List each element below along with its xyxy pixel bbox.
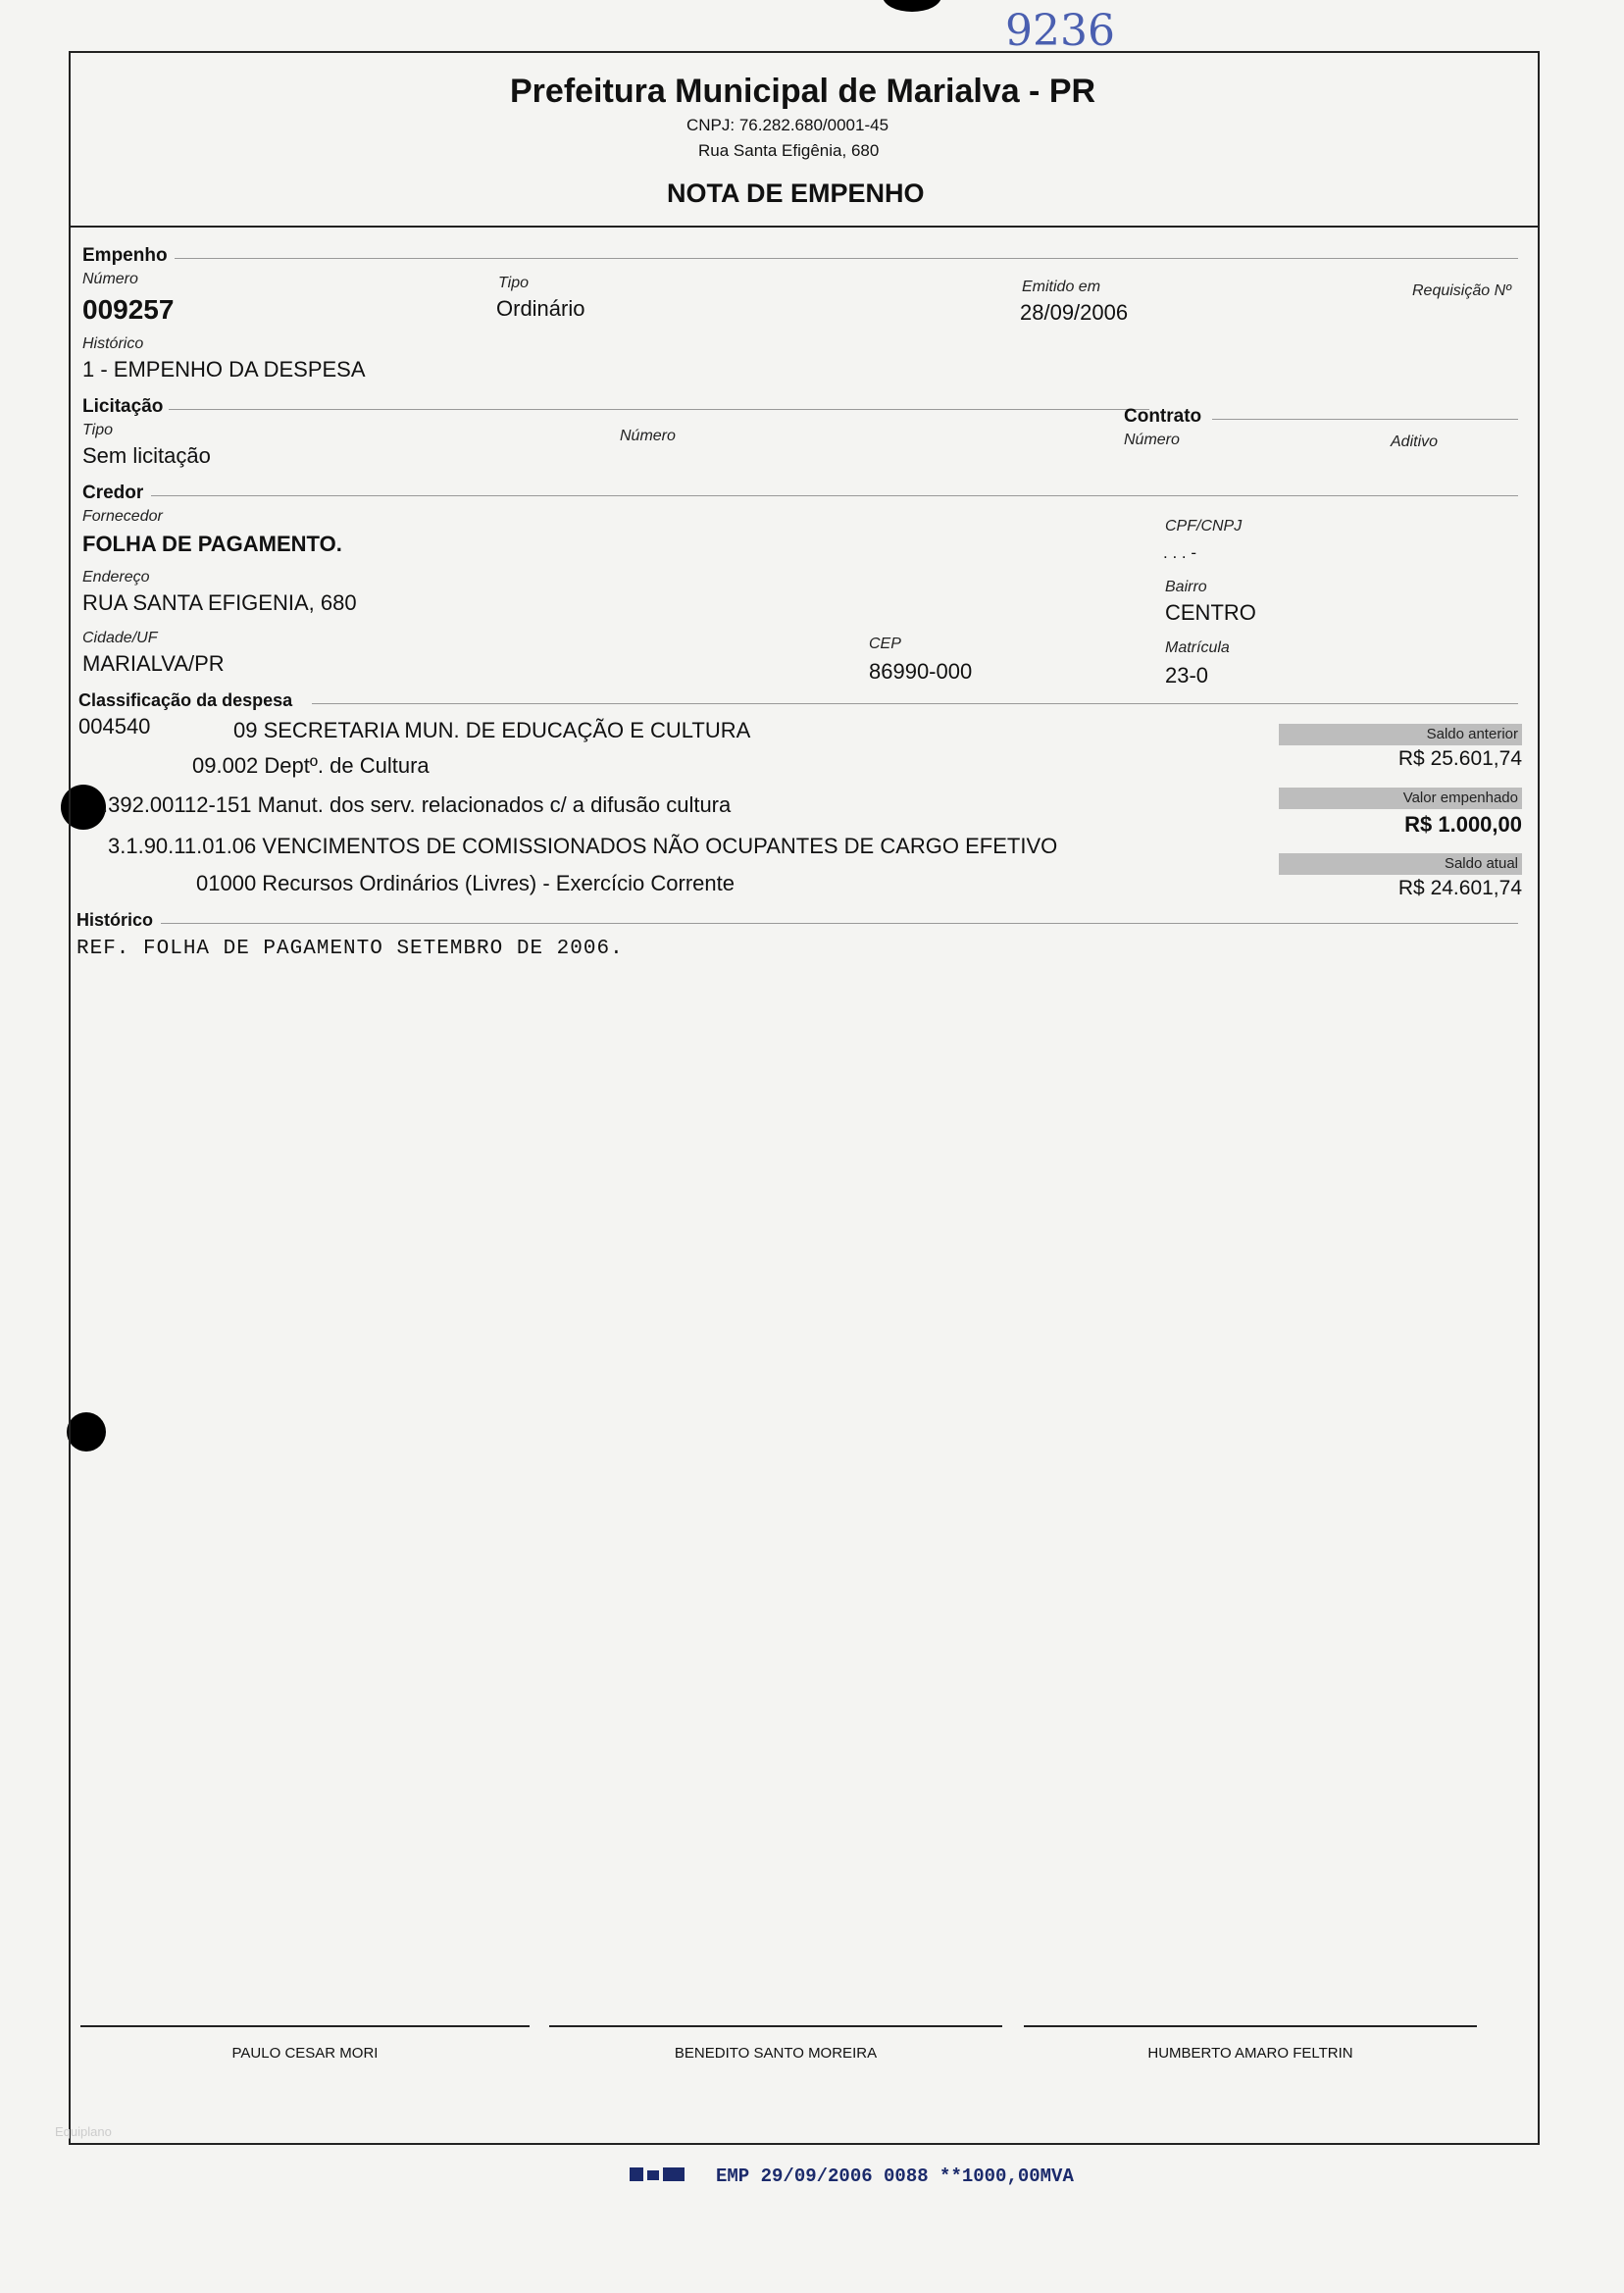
section-historico: Histórico [76, 910, 154, 930]
signature-line-1 [80, 2025, 530, 2027]
licitacao-tipo-label: Tipo [82, 422, 113, 438]
endereco: RUA SANTA EFIGENIA, 680 [82, 590, 357, 615]
cpf-value: . . . - [1163, 543, 1196, 562]
empenho-historico: 1 - EMPENHO DA DESPESA [82, 357, 366, 382]
saldo-anterior-label: Saldo anterior [1279, 724, 1522, 745]
licitacao-tipo: Sem licitação [82, 443, 211, 468]
empenho-numero: 009257 [82, 294, 175, 325]
classificacao-elemento: 3.1.90.11.01.06 VENCIMENTOS DE COMISSIONADOS NÃO OCUPANTES DE CARGO EFETIVO [108, 834, 1058, 858]
header-separator [71, 226, 1540, 228]
bairro: CENTRO [1165, 600, 1256, 625]
scan-artifact-top [883, 0, 941, 12]
contrato-numero-label: Número [1124, 432, 1180, 448]
cidade: MARIALVA/PR [82, 651, 225, 676]
rule-empenho [175, 258, 1518, 259]
emitido-date: 28/09/2006 [1020, 300, 1129, 325]
section-empenho: Empenho [82, 245, 168, 266]
licitacao-numero-label: Número [620, 428, 676, 444]
empenho-tipo: Ordinário [496, 296, 585, 321]
classificacao-unidade: 09.002 Deptº. de Cultura [192, 753, 430, 778]
bairro-label: Bairro [1165, 579, 1207, 595]
historico-text: REF. FOLHA DE PAGAMENTO SETEMBRO DE 2006. [76, 938, 624, 960]
cnpj: CNPJ: 76.282.680/0001-45 [686, 116, 889, 134]
cep-label: CEP [869, 636, 901, 652]
rule-historico [161, 923, 1518, 924]
saldo-atual: R$ 24.601,74 [1397, 877, 1522, 899]
fornecedor-label: Fornecedor [82, 508, 163, 525]
signature-line-3 [1024, 2025, 1477, 2027]
section-credor: Credor [82, 483, 144, 503]
rule-credor [151, 495, 1518, 496]
section-licitacao: Licitação [82, 396, 164, 417]
page-title: Prefeitura Municipal de Marialva - PR [510, 73, 1096, 110]
contrato-aditivo-label: Aditivo [1391, 433, 1439, 450]
rule-classificacao [312, 703, 1518, 704]
emitido-label: Emitido em [1022, 279, 1101, 295]
section-classificacao: Classificação da despesa [78, 690, 293, 710]
classificacao-orgao: 09 SECRETARIA MUN. DE EDUCAÇÃO E CULTURA [233, 718, 751, 742]
requisicao-label: Requisição Nº [1412, 282, 1511, 299]
empenho-numero-label: Número [82, 271, 138, 287]
empenho-historico-label: Histórico [82, 335, 144, 352]
saldo-anterior: R$ 25.601,74 [1397, 747, 1522, 770]
address: Rua Santa Efigênia, 680 [698, 141, 880, 160]
signature-name-3: HUMBERTO AMARO FELTRIN [1147, 2045, 1353, 2062]
section-contrato: Contrato [1124, 406, 1202, 427]
signature-line-2 [549, 2025, 1002, 2027]
stamp-mark-icon [630, 2166, 686, 2188]
rule-contrato [1212, 419, 1518, 420]
rule-licitacao [169, 409, 1149, 410]
valor-empenhado-label: Valor empenhado [1279, 788, 1522, 809]
signature-name-1: PAULO CESAR MORI [231, 2045, 379, 2062]
signature-name-2: BENEDITO SANTO MOREIRA [674, 2045, 878, 2062]
matricula: 23-0 [1165, 663, 1209, 688]
saldo-atual-label: Saldo atual [1279, 853, 1522, 875]
cep: 86990-000 [869, 659, 973, 684]
footer-software: Equiplano [55, 2124, 112, 2139]
empenho-tipo-label: Tipo [498, 275, 529, 291]
classificacao-recurso: 01000 Recursos Ordinários (Livres) - Exercício Corrente [196, 871, 735, 895]
classificacao-code: 004540 [78, 714, 151, 739]
handwritten-number: 9236 [1005, 6, 1115, 56]
cpf-label: CPF/CNPJ [1165, 518, 1243, 535]
valor-empenhado: R$ 1.000,00 [1404, 812, 1522, 837]
matricula-label: Matrícula [1165, 639, 1230, 656]
endereco-label: Endereço [82, 569, 150, 586]
classificacao-acao: .392.00112-151 Manut. dos serv. relacionados c/ a difusão cultura [102, 792, 732, 817]
fornecedor: FOLHA DE PAGAMENTO. [82, 532, 342, 556]
doc-title: NOTA DE EMPENHO [667, 178, 925, 208]
register-stamp: EMP 29/09/2006 0088 **1000,00MVA [716, 2166, 1074, 2187]
cidade-label: Cidade/UF [82, 630, 158, 646]
